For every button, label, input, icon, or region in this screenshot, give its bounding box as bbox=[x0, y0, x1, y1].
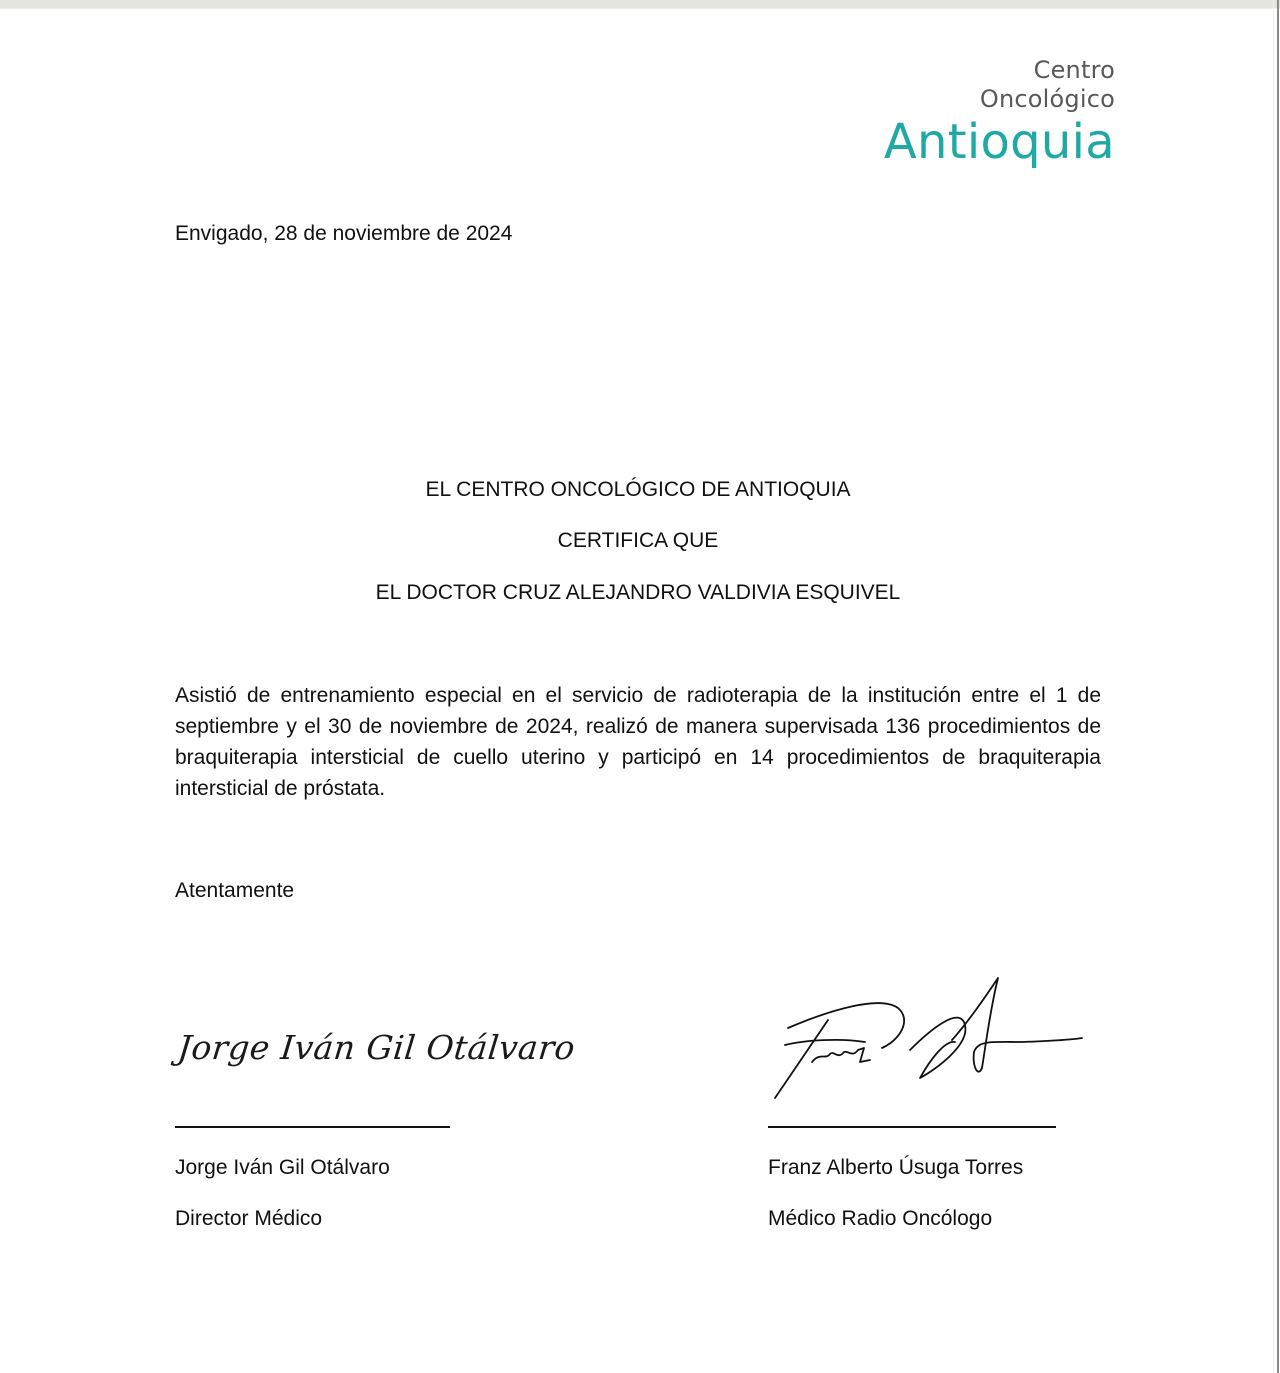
heading-subject: EL DOCTOR CRUZ ALEJANDRO VALDIVIA ESQUIVEL bbox=[375, 581, 901, 604]
viewer-top-bar bbox=[0, 0, 1280, 9]
logo-text-oncologico: Oncológico bbox=[979, 85, 1115, 113]
signer-name-left: Jorge Iván Gil Otálvaro bbox=[175, 1156, 390, 1179]
certificate-body: Asistió de entrenamiento especial en el servicio de radioterapia de la institución entre el 1 de septiembre y el 30 de noviembre de 2024, realizó de manera supervisada 136 procedimientos de braquiterapia intersticial de cuello uterino y participó en 14 procedimientos de braquiterapia intersticial de próstata. bbox=[175, 684, 1101, 800]
logo-text-centro: Centro bbox=[1033, 56, 1115, 84]
signature-stroke bbox=[785, 1040, 865, 1045]
letter-date: Envigado, 28 de noviembre de 2024 bbox=[175, 222, 513, 245]
signature-stroke bbox=[812, 1048, 870, 1062]
signature-stroke bbox=[910, 1018, 965, 1078]
page-right-edge bbox=[1277, 0, 1279, 1373]
heading-institution: EL CENTRO ONCOLÓGICO DE ANTIOQUIA bbox=[425, 478, 851, 501]
signature-script-left: Jorge Iván Gil Otálvaro bbox=[175, 1028, 578, 1067]
page-edge-shadow bbox=[1273, 0, 1274, 1373]
signature-stroke bbox=[952, 978, 1082, 1072]
logo-text-antioquia: Antioquia bbox=[883, 114, 1115, 170]
signer-name-right: Franz Alberto Úsuga Torres bbox=[768, 1156, 1024, 1179]
signer-role-right: Médico Radio Oncólogo bbox=[768, 1207, 993, 1230]
signature-stroke bbox=[775, 1020, 828, 1098]
signature-line-left bbox=[175, 1126, 450, 1128]
institution-logo bbox=[884, 56, 1115, 168]
signature-line-right bbox=[768, 1126, 1056, 1128]
heading-certifies: CERTIFICA QUE bbox=[557, 529, 719, 552]
closing-salutation: Atentamente bbox=[175, 879, 295, 902]
signer-role-left: Director Médico bbox=[175, 1207, 323, 1230]
signature-handwritten-right bbox=[760, 970, 1100, 1110]
